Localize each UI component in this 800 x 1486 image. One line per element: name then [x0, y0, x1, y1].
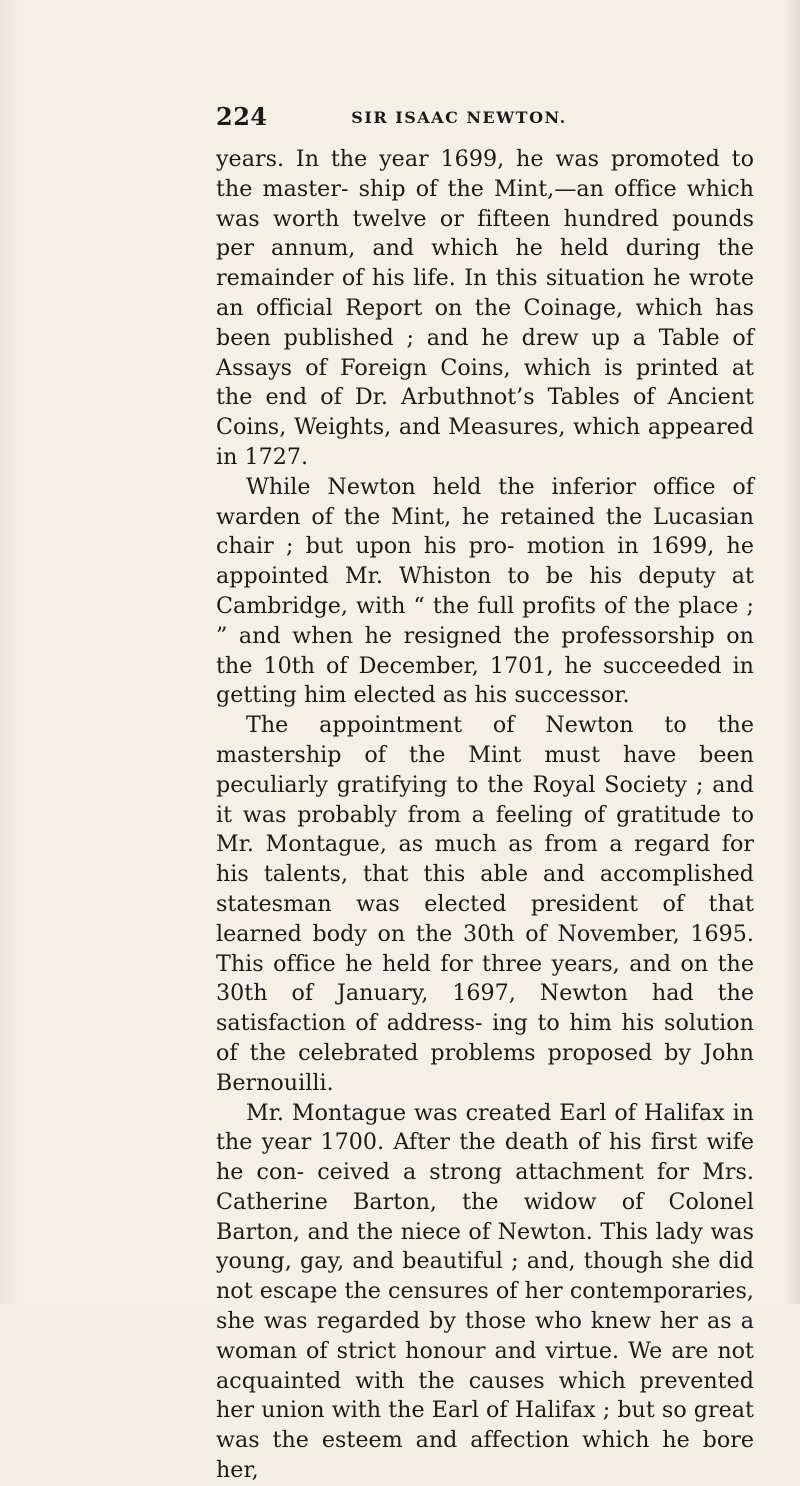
paragraph-mastership-of-mint: years. In the year 1699, he was promoted to the master- ship of the Mint,—an office which was worth twelve or fifteen hundred pounds per annum, and which he held during the remainder of his life. In this situation he wrote an official Report on the Coinage, which has been published ; and he drew up a Table of Assays of Foreign Coins, which is printed at the end of Dr. Arbuthnot’s Tables of Ancient Coins, Weights, and Measures, which appeared in 1727.: [216, 146, 754, 470]
paragraph-royal-society: The appointment of Newton to the mastership of the Mint must have been peculiarly gratifying to the Royal Society ; and it was probably from a feeling of gratitude to Mr. Montague, as much as from a regard for his talents, that this able and accomplished statesman was elected president of that learned body on the 30th of November, 1695. This office he held for three years, and on the 30th of January, 1697, Newton had the satisfaction of address- ing to him his solution of the celebrated problems proposed by John Bernouilli.: [216, 712, 754, 1096]
running-head: SIR ISAAC NEWTON.: [351, 108, 567, 127]
page-header: [216, 102, 736, 134]
body-text: [216, 145, 754, 1486]
page-number: 224: [216, 102, 268, 131]
page-gutter-shadow: [0, 0, 20, 1304]
page-edge-shadow: [784, 0, 800, 1304]
paragraph-lucasian-chair: While Newton held the inferior office of warden of the Mint, he retained the Lucasian chair ; but upon his pro- motion in 1699, he appointed Mr. Whiston to be his deputy at Cambridge, with “ the full profits of the place ; ” and when he resigned the professorship on the 10th of December, 1701, he succeeded in getting him elected as his successor.: [216, 473, 754, 709]
paragraph-earl-of-halifax: Mr. Montague was created Earl of Halifax in the year 1700. After the death of his first wife he con- ceived a strong attachment for Mrs. Catherine Barton, the widow of Colonel Barton, and the niece of Newton. This lady was young, gay, and beautiful ; and, though she did not escape the censures of her contemporaries, she was regarded by those who knew her as a woman of strict honour and virtue. We are not acquainted with the causes which prevented her union with the Earl of Halifax ; but so great was the esteem and affection which he bore her,: [216, 1099, 754, 1484]
